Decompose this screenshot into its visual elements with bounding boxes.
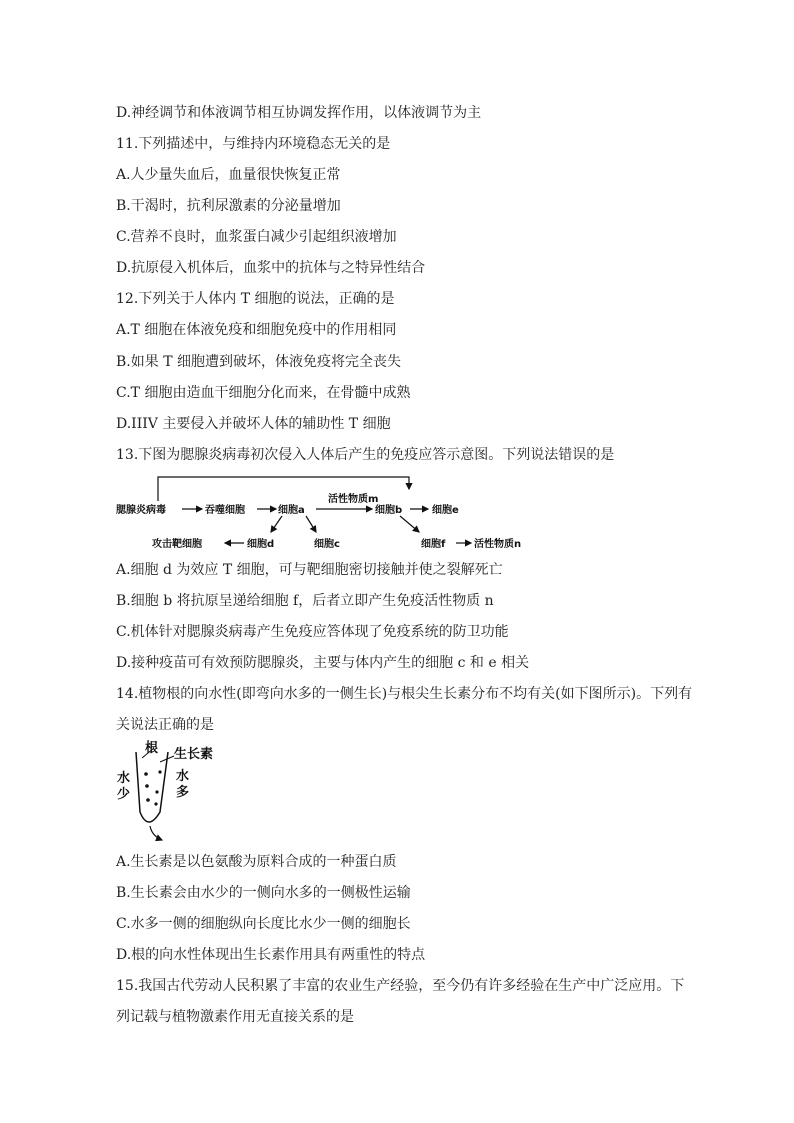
q10-option-d: D.神经调节和体液调节相互协调发挥作用，以体液调节为主	[116, 105, 482, 121]
water-less-label-2: 少	[117, 787, 131, 802]
cell-d-label: 细胞d	[247, 539, 275, 550]
root-label: 根	[145, 741, 159, 756]
immune-response-diagram	[116, 472, 546, 554]
q14-stem-line1: 14.植物根的向水性(即弯向水多的一侧生长)与根尖生长素分布不均有关(如下图所示)。下列有	[116, 686, 693, 702]
water-more-label-2: 多	[176, 785, 190, 800]
water-less-label-1: 水	[117, 771, 131, 786]
q14-option-b: B.生长素会由水少的一侧向水多的一侧极性运输	[116, 885, 411, 901]
q14-option-d: D.根的向水性体现出生长素作用具有两重性的特点	[116, 947, 426, 963]
cell-c-label: 细胞c	[314, 539, 340, 550]
q11-option-b: B.干渴时，抗利尿激素的分泌量增加	[116, 198, 341, 214]
cell-e-label: 细胞e	[432, 505, 459, 516]
auxin-label: 生长素	[174, 747, 214, 762]
q15-stem-line2: 列记载与植物激素作用无直接关系的是	[116, 1009, 354, 1025]
virus-label: 腮腺炎病毒	[116, 505, 166, 516]
q13-stem: 13.下图为腮腺炎病毒初次侵入人体后产生的免疫应答示意图。下列说法错误的是	[116, 447, 615, 463]
q14-option-a: A.生长素是以色氨酸为原料合成的一种蛋白质	[116, 854, 397, 870]
q13-option-d: D.接种疫苗可有效预防腮腺炎，主要与体内产生的细胞 c 和 e 相关	[116, 655, 530, 671]
arrow-a-c	[306, 516, 316, 532]
active-n-label: 活性物质n	[474, 539, 522, 550]
root-outline	[136, 752, 168, 822]
bend-arrow	[150, 826, 162, 840]
phagocyte-label: 吞噬细胞	[205, 505, 245, 516]
q13-option-b: B.细胞 b 将抗原呈递给细胞 f，后者立即产生免疫活性物质 n	[116, 593, 494, 609]
attack-label: 攻击靶细胞	[152, 539, 202, 550]
q11-option-c: C.营养不良时，血浆蛋白减少引起组织液增加	[116, 229, 397, 245]
arrow-b-f	[400, 516, 419, 532]
q15-stem-line1: 15.我国古代劳动人民积累了丰富的农业生产经验，至今仍有许多经验在生产中广泛应用。下	[116, 978, 685, 994]
arrow-a-d	[271, 516, 282, 532]
q12-option-c: C.T 细胞由造血干细胞分化而来，在骨髓中成熟	[116, 385, 411, 401]
cell-f-label: 细胞f	[421, 539, 446, 550]
active-m-label: 活性物质m	[328, 494, 379, 505]
q13-option-c: C.机体针对腮腺炎病毒产生免疫应答体现了免疫系统的防卫功能	[116, 624, 509, 640]
cell-a-label: 细胞a	[278, 505, 305, 516]
cell-b-label: 细胞b	[375, 505, 403, 516]
q12-option-b: B.如果 T 细胞遭到破坏，体液免疫将完全丧失	[116, 354, 401, 370]
water-more-label-1: 水	[176, 769, 190, 784]
q11-stem: 11.下列描述中，与维持内环境稳态无关的是	[116, 136, 391, 152]
q13-option-a: A.细胞 d 为效应 T 细胞，可与靶细胞密切接触并使之裂解死亡	[116, 562, 503, 578]
root-auxin-diagram	[116, 740, 226, 845]
q14-stem-line2: 关说法正确的是	[116, 717, 214, 733]
q11-option-a: A.人少量失血后，血量很快恢复正常	[116, 167, 341, 183]
q12-option-d: D.IIIV 主要侵入并破坏人体的辅助性 T 细胞	[116, 416, 391, 432]
q12-stem: 12.下列关于人体内 T 细胞的说法，正确的是	[116, 291, 395, 307]
q14-option-c: C.水多一侧的细胞纵向长度比水少一侧的细胞长	[116, 916, 411, 932]
q11-option-d: D.抗原侵入机体后，血浆中的抗体与之特异性结合	[116, 260, 426, 276]
q12-option-a: A.T 细胞在体液免疫和细胞免疫中的作用相同	[116, 322, 397, 338]
